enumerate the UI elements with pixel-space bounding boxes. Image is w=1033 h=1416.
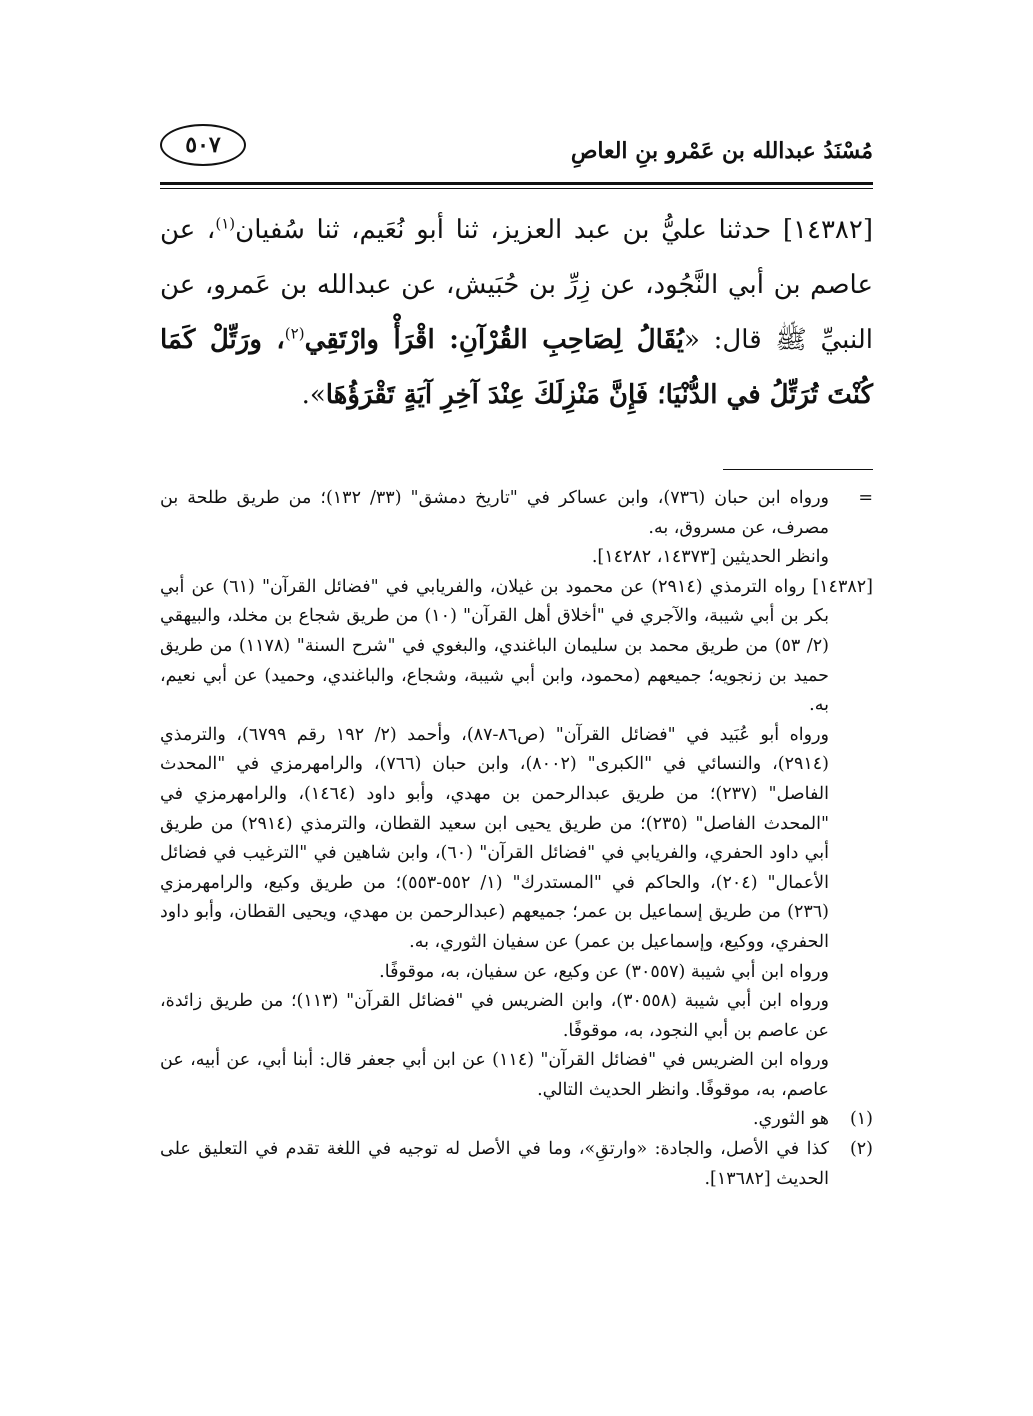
hadith-isnad-part1: حدثنا عليُّ بن عبد العزيز، ثنا أبو نُعَيم، ثنا سُفيان <box>235 215 772 245</box>
hadith-number: [١٤٣٨٢] <box>782 215 874 245</box>
takhrij-para-1 <box>160 573 873 721</box>
continuation-see: وانظر الحديثين [١٤٣٧٣، ١٤٢٨٢]. <box>591 547 829 568</box>
header-rule-thin <box>160 188 873 189</box>
page-number: ٥٠٧ <box>160 124 246 166</box>
footnote-1 <box>160 1105 873 1135</box>
footnote-ref-2: (٢) <box>284 324 305 343</box>
hadith-matn-part2: ، ورَتِّلْ كَمَا كُنْتَ تُرَتِّلُ في الدُّنْيَا؛ فَإِنَّ مَنْزِلَكَ عِنْدَ آخِرِ آيَةٍ تَقْرَؤُهَا <box>160 325 873 410</box>
page <box>160 118 873 1376</box>
header-rule-thick <box>160 182 873 185</box>
footnote-2-marker: (٢) <box>849 1139 873 1160</box>
hadith-isnad-part2: ، عن عاصم بن أبي النَّجُود، عن زِرِّ بن حُبَيش، عن عبدالله بن عَمرو، عن النبيِّ ﷺ قال: « <box>160 215 873 355</box>
continuation-marker: = <box>858 488 873 508</box>
footnote-1-marker: (١) <box>849 1109 873 1130</box>
page-header <box>160 118 873 180</box>
takhrij-para-4: ورواه ابن أبي شيبة (٣٠٥٥٨)، وابن الضريس في "فضائل القرآن" (١١٣)؛ من طريق زائدة، عن عاصم بن أبي النجود، به، موقوفًا. <box>160 991 830 1041</box>
hadith-text <box>160 203 873 423</box>
takhrij-para-2: ورواه أبو عُبَيد في "فضائل القرآن" (ص٨٦-٨٧)، وأحمد (٢/ ١٩٢ رقم ٦٧٩٩)، والترمذي (٢٩١٤)، والنسائي في "الكبرى" (٨٠٠٢)، وابن حبان (٧٦٦)، والرامهرمزي في "المحدث الفاصل" (٢٣٧)؛ من طريق عبدالرحمن بن مهدي، وأبو داود (١٤٦٤)، والرامهرمزي في "المحدث الفاصل" (٢٣٥)؛ من طريق يحيى ابن سعيد القطان، والترمذي (٢٩١٤) من طريق أبي داود الحفري، والفريابي في "فضائل القرآن" (٦٠)، وابن شاهين في "الترغيب في فضائل الأعمال" (٢٠٤)، والحاكم في "المستدرك" (١/ ٥٥٢-٥٥٣)؛ من طريق وكيع، والرامهرمزي (٢٣٦) من طريق إسماعيل بن عمر؛ جميعهم (عبدالرحمن بن مهدي، ويحيى القطان، وأبو داود الحفري، ووكيع، وإسماعيل بن عمر) عن سفيان الثوري، به. <box>160 724 830 952</box>
footnote-2-text: كذا في الأصل، والجادة: «وارتقِ»، وما في الأصل له توجيه في اللغة تقدم في التعليق على الحديث [١٣٦٨٢]. <box>160 1139 829 1189</box>
hadith-matn-part1: يُقَالُ لِصَاحِبِ القُرْآنِ: اقْرَأْ وارْتَقِي <box>304 325 684 355</box>
footnotes <box>160 484 873 1194</box>
hadith-end: ». <box>301 380 326 410</box>
running-title: مُسْنَدُ عبدالله بن عَمْرو بنِ العاصِ <box>570 138 873 164</box>
takhrij-block <box>160 573 873 721</box>
takhrij-para-5: ورواه ابن الضريس في "فضائل القرآن" (١١٤) عن ابن أبي جعفر قال: أبنا أبي، عن أبيه، عن عاصم، به، موقوفًا. وانظر الحديث التالي. <box>160 1050 830 1100</box>
footnote-1-text: هو الثوري. <box>752 1109 829 1130</box>
footnote-ref-1: (١) <box>215 214 236 233</box>
takhrij-para-3: ورواه ابن أبي شيبة (٣٠٥٥٧) عن وكيع، عن سفيان، به، موقوفًا. <box>379 961 829 982</box>
footnote-continuation <box>160 484 873 573</box>
footnote-separator <box>723 469 873 470</box>
takhrij-number: [١٤٣٨٢] <box>812 576 873 597</box>
footnote-2 <box>160 1135 873 1194</box>
takhrij-more <box>160 721 873 1106</box>
takhrij-para-1-text: رواه الترمذي (٢٩١٤) عن محمود بن غيلان، والفريابي في "فضائل القرآن" (٦١) عن أبي بكر بن أبي شيبة، والآجري في "أخلاق أهل القرآن" (١٠) من طريق شجاع بن مخلد، والبيهقي (٢/ ٥٣) من طريق محمد بن سليمان الباغندي، والبغوي في "شرح السنة" (١١٧٨) من طريق حميد بن زنجويه؛ جميعهم (محمود، وابن أبي شيبة، وشجاع، والباغندي، وحميد) عن أبي نعيم، به. <box>160 576 829 716</box>
continuation-text: ورواه ابن حبان (٧٣٦)، وابن عساكر في "تاريخ دمشق" (٣٣/ ١٣٢)؛ من طريق طلحة بن مصرف، عن مسروق، به. <box>160 488 830 538</box>
